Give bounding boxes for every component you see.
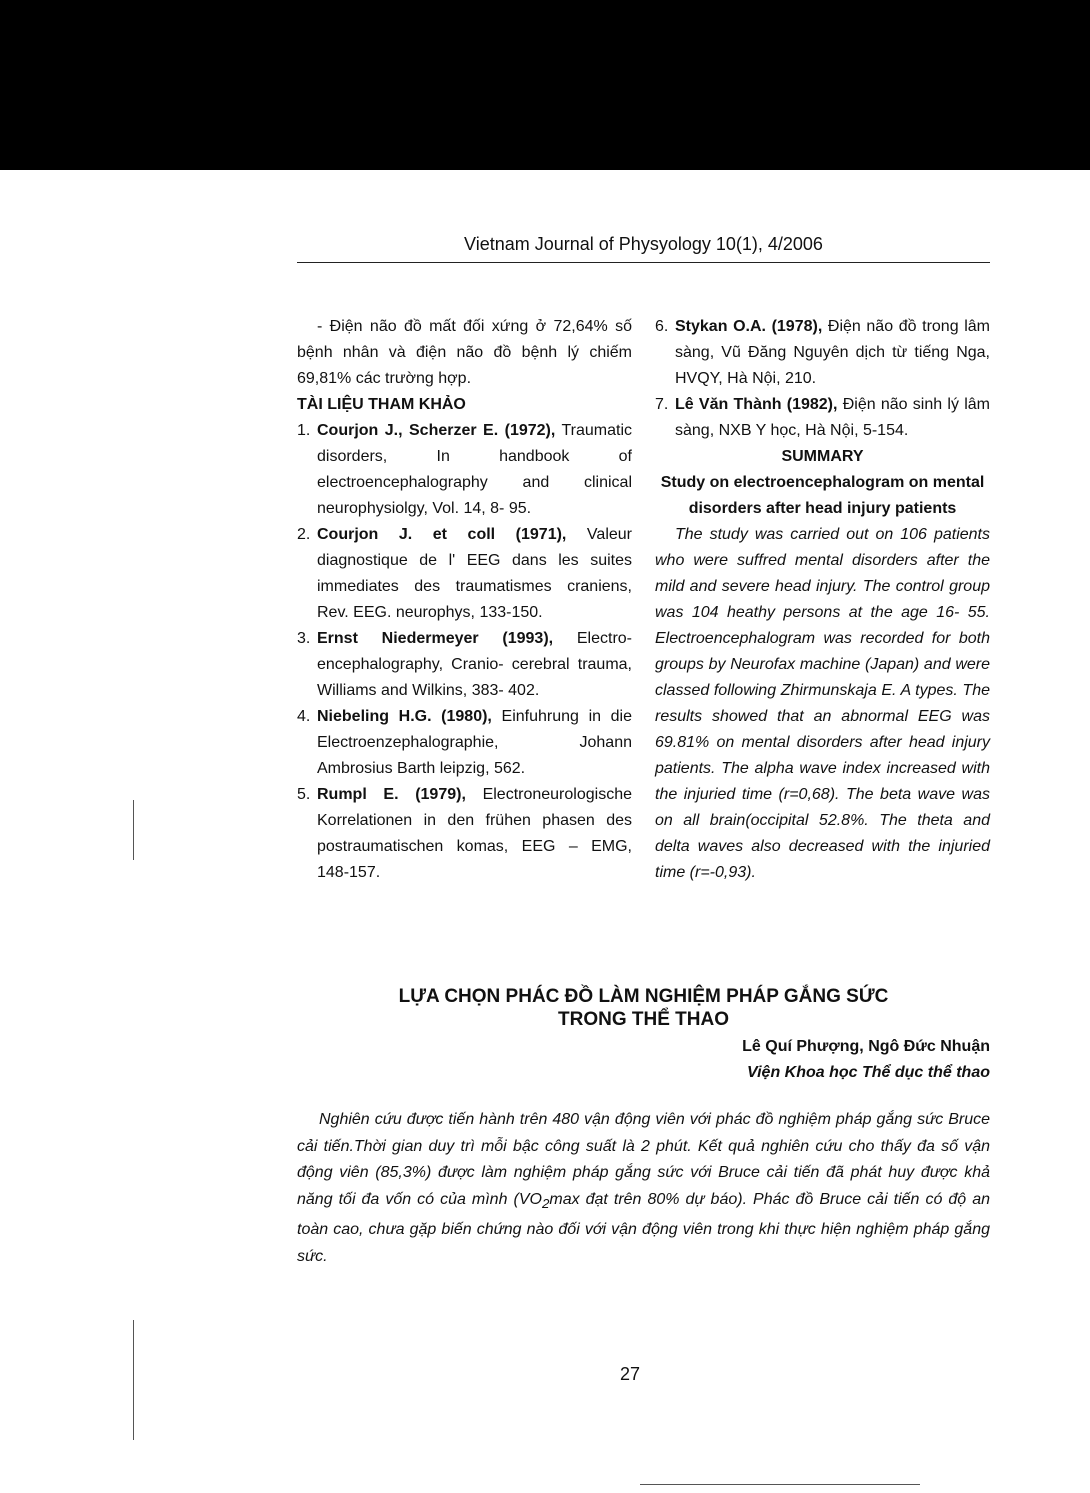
abstract-part2: max đạt trên 80% dự báo). Phác đồ Bruce cải tiến có độ an toàn cao, chưa gặp biến chứng nào đối với vận động viên trong khi thực hiện nghiệm pháp gắng sức.: [297, 1190, 990, 1265]
reference-number: 4.: [297, 708, 311, 725]
article-title-line1: LỰA CHỌN PHÁC ĐỒ LÀM NGHIỆM PHÁP GẮNG SỨC: [398, 986, 889, 1007]
article-title: [297, 985, 990, 1031]
reference-number: 7.: [655, 396, 669, 413]
running-header: Vietnam Journal of Physyology 10(1), 4/2006: [464, 234, 823, 254]
reference-text: [675, 314, 990, 392]
header-rule: [297, 262, 990, 263]
reference-text: [317, 418, 632, 522]
reference-number: 5.: [297, 786, 311, 803]
reference-item: [655, 314, 990, 392]
reference-authors: Stykan O.A. (1978),: [675, 318, 823, 335]
reference-text: [675, 392, 990, 444]
scan-artifact: [133, 1320, 134, 1440]
article-abstract: [297, 1107, 990, 1270]
conclusion-paragraph: - Điện não đồ mất đối xứng ở 72,64% số bệnh nhân và điện não đồ bệnh lý chiếm 69,81% các trường hợp.: [297, 318, 632, 387]
summary-title: Study on electroencephalogram on mental disorders after head injury patients: [660, 474, 985, 517]
article-affiliation: Viện Khoa học Thể dục thể thao: [747, 1064, 990, 1081]
abstract-part1: Nghiên cứu được tiến hành trên 480 vận động viên với phác đồ nghiệm pháp gắng sức Bruce cải tiến.Thời gian duy trì mỗi bậc công suất là 2 phút. Kết quả nghiên cứu cho thấy đa số vận động viên (85,3%) được làm nghiệm pháp gắng sức với Bruce cải tiến đã phát huy được khả năng tối đa vốn có của mình (VO: [297, 1111, 990, 1208]
reference-authors: Rumpl E. (1979),: [317, 786, 466, 803]
left-column: [297, 314, 632, 886]
reference-text: [317, 522, 632, 626]
page-number: 27: [620, 1364, 641, 1384]
reference-body: Điện não sinh lý lâm sàng, NXB Y học, Hà Nội, 5-154.: [675, 396, 990, 439]
reference-item: [297, 418, 632, 522]
reference-body: Traumatic disorders, In handbook of electroencephalography and clinical neurophysiolgy, Vol. 14, 8- 95.: [317, 422, 633, 517]
reference-body: Valeur diagnostique de l' EEG dans les suites immediates des traumatismes craniens, Rev. EEG. neurophys, 133-150.: [317, 526, 632, 621]
abstract-subscript: 2: [541, 1195, 550, 1211]
scan-artifact: [133, 800, 134, 860]
reference-item: [655, 392, 990, 444]
article-title-line2: TRONG THỂ THAO: [558, 1009, 729, 1030]
reference-authors: Ernst Niedermeyer (1993),: [317, 630, 554, 647]
summary-text: The study was carried out on 106 patients who were suffred mental disorders after the mild and severe head injury. The control group was 104 heathy persons at the age 16- 55. Electroencephalogram was recorded for both groups by Neurofax machine (Japan) and were classed following Zhirmunskaja E. A types. The results showed that an abnormal EEG was 69.81% on mental disorders after head injury patients. The alpha wave index increased with the injuried time (r=0,68). The beta wave was on all brain(occipital 52.8%. The theta and delta waves also decreased with the injuried time (r=-0,93).: [655, 526, 990, 881]
right-column: [655, 314, 990, 886]
references-heading: TÀI LIỆU THAM KHẢO: [297, 396, 466, 413]
scan-artifact: [640, 1484, 920, 1485]
reference-number: 6.: [655, 318, 669, 335]
reference-body: Điện não đồ trong lâm sàng, Vũ Đăng Nguyên dịch từ tiếng Nga, HVQY, Hà Nội, 210.: [675, 318, 990, 387]
reference-authors: Courjon J., Scherzer E. (1972),: [317, 422, 556, 439]
article-authors: Lê Quí Phượng, Ngô Đức Nhuận: [742, 1038, 990, 1055]
reference-item: [297, 626, 632, 704]
reference-text: [317, 704, 632, 782]
reference-text: [317, 626, 632, 704]
reference-body: Electroneurologische Korrelationen in den frühen phasen des postraumatischen komas, EEG – EMG, 148-157.: [317, 786, 632, 881]
summary-heading: SUMMARY: [781, 448, 864, 465]
reference-body: Electro-encephalography, Cranio- cerebral trauma, Williams and Wilkins, 383- 402.: [317, 630, 632, 699]
reference-number: 3.: [297, 630, 311, 647]
reference-number: 2.: [297, 526, 311, 543]
reference-authors: Lê Văn Thành (1982),: [675, 396, 838, 413]
reference-item: [297, 704, 632, 782]
reference-text: [317, 782, 632, 886]
reference-item: [297, 782, 632, 886]
scan-black-band: [0, 0, 1090, 170]
reference-authors: Niebeling H.G. (1980),: [317, 708, 492, 725]
reference-list: [655, 314, 990, 444]
reference-item: [297, 522, 632, 626]
reference-authors: Courjon J. et coll (1971),: [317, 526, 567, 543]
reference-number: 1.: [297, 422, 311, 439]
reference-list: [297, 418, 632, 886]
reference-body: Einfuhrung in die Electroenzephalographie, Johann Ambrosius Barth leipzig, 562.: [317, 708, 633, 777]
